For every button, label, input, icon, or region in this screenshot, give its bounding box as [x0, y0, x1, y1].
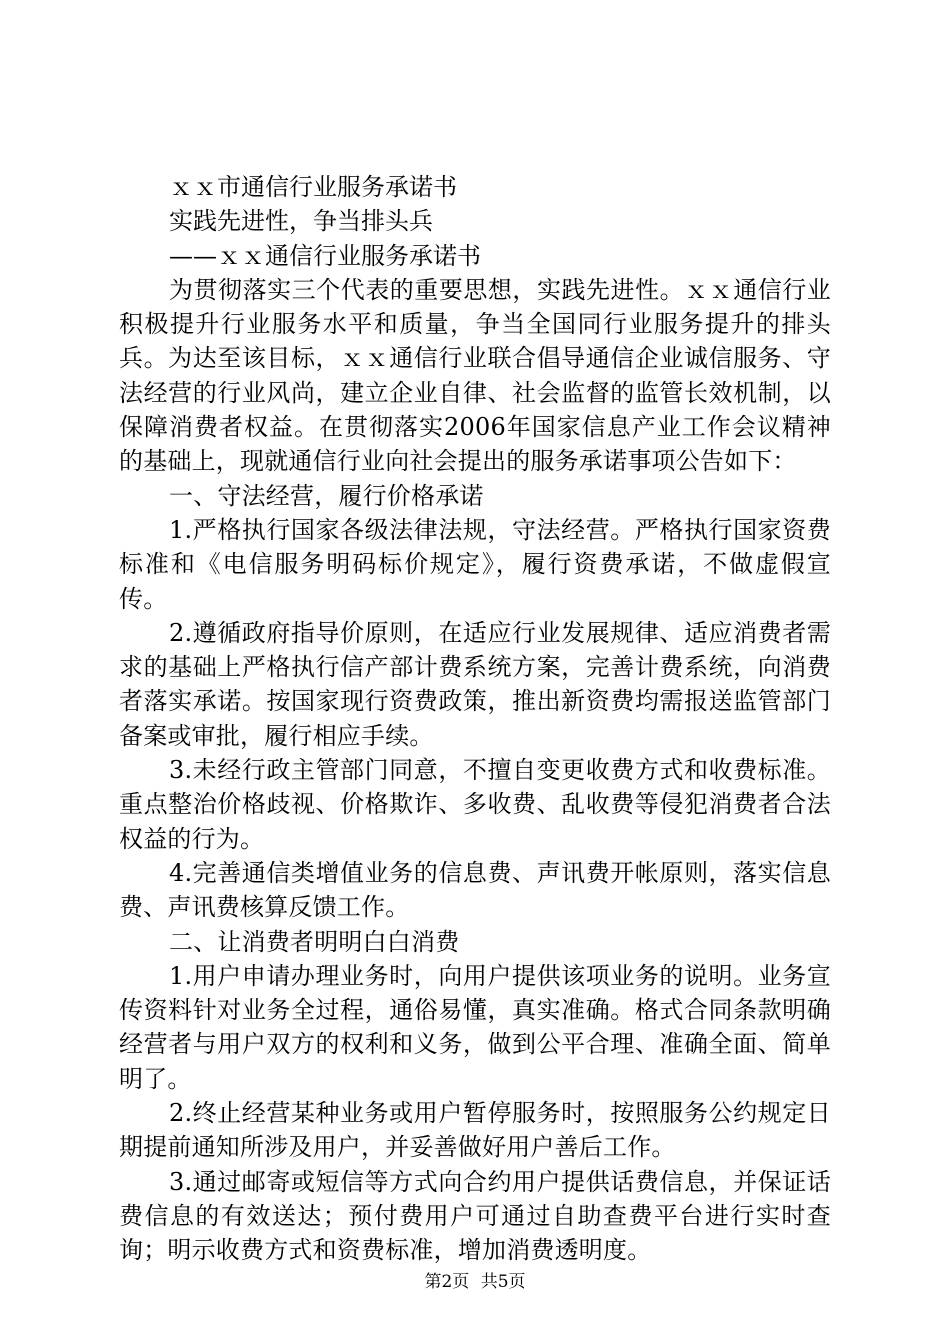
section-2-item-3: 3.通过邮寄或短信等方式向合约用户提供话费信息，并保证话费信息的有效送达；预付费用户可通过自助查费平台进行实时查询；明示收费方式和资费标准，增加消费透明度。	[119, 1167, 831, 1265]
intro-paragraph: 为贯彻落实三个代表的重要思想，实践先进性。ｘｘ通信行业积极提升行业服务水平和质量，争当全国同行业服务提升的排头兵。为达至该目标，ｘｘ通信行业联合倡导通信企业诚信服务、守法经营的行业风尚，建立企业自律、社会监督的监管长效机制，以保障消费者权益。在贯彻落实2006年国家信息产业工作会议精神的基础上，现就通信行业向社会提出的服务承诺事项公告如下：	[119, 275, 831, 476]
page-total: 共5页	[480, 1272, 526, 1292]
document-title: ｘｘ市通信行业服务承诺书	[169, 173, 457, 201]
page-footer	[0, 1270, 950, 1294]
document-subtitle: 实践先进性，争当排头兵	[169, 207, 433, 236]
section-1-item-2: 2.遵循政府指导价原则，在适应行业发展规律、适应消费者需求的基础上严格执行信产部计费系统方案，完善计费系统，向消费者落实承诺。按国家现行资费政策，推出新资费均需报送监管部门备案或审批，履行相应手续。	[119, 618, 831, 750]
section-1-item-3: 3.未经行政主管部门同意，不擅自变更收费方式和收费标准。重点整治价格歧视、价格欺诈、多收费、乱收费等侵犯消费者合法权益的行为。	[119, 756, 831, 853]
section-heading-1: 一、守法经营，履行价格承诺	[169, 481, 484, 510]
section-1-item-4: 4.完善通信类增值业务的信息费、声讯费开帐原则，落实信息费、声讯费核算反馈工作。	[119, 858, 831, 922]
page-number: 第2页	[424, 1272, 470, 1292]
section-1-item-1: 1.严格执行国家各级法律法规，守法经营。严格执行国家资费标准和《电信服务明码标价规定》，履行资费承诺，不做虚假宣传。	[119, 515, 831, 613]
document-body	[119, 170, 831, 1268]
section-heading-2: 二、让消费者明明白白消费	[169, 927, 460, 956]
section-2-item-1: 1.用户申请办理业务时，向用户提供该项业务的说明。业务宣传资料针对业务全过程，通俗易懂，真实准确。格式合同条款明确经营者与用户双方的权利和义务，做到公平合理、准确全面、简单明了。	[119, 961, 831, 1093]
document-subtitle-dash: ——ｘｘ通信行业服务承诺书	[169, 241, 481, 270]
section-2-item-2: 2.终止经营某种业务或用户暂停服务时，按照服务公约规定日期提前通知所涉及用户，并妥善做好用户善后工作。	[119, 1099, 831, 1162]
